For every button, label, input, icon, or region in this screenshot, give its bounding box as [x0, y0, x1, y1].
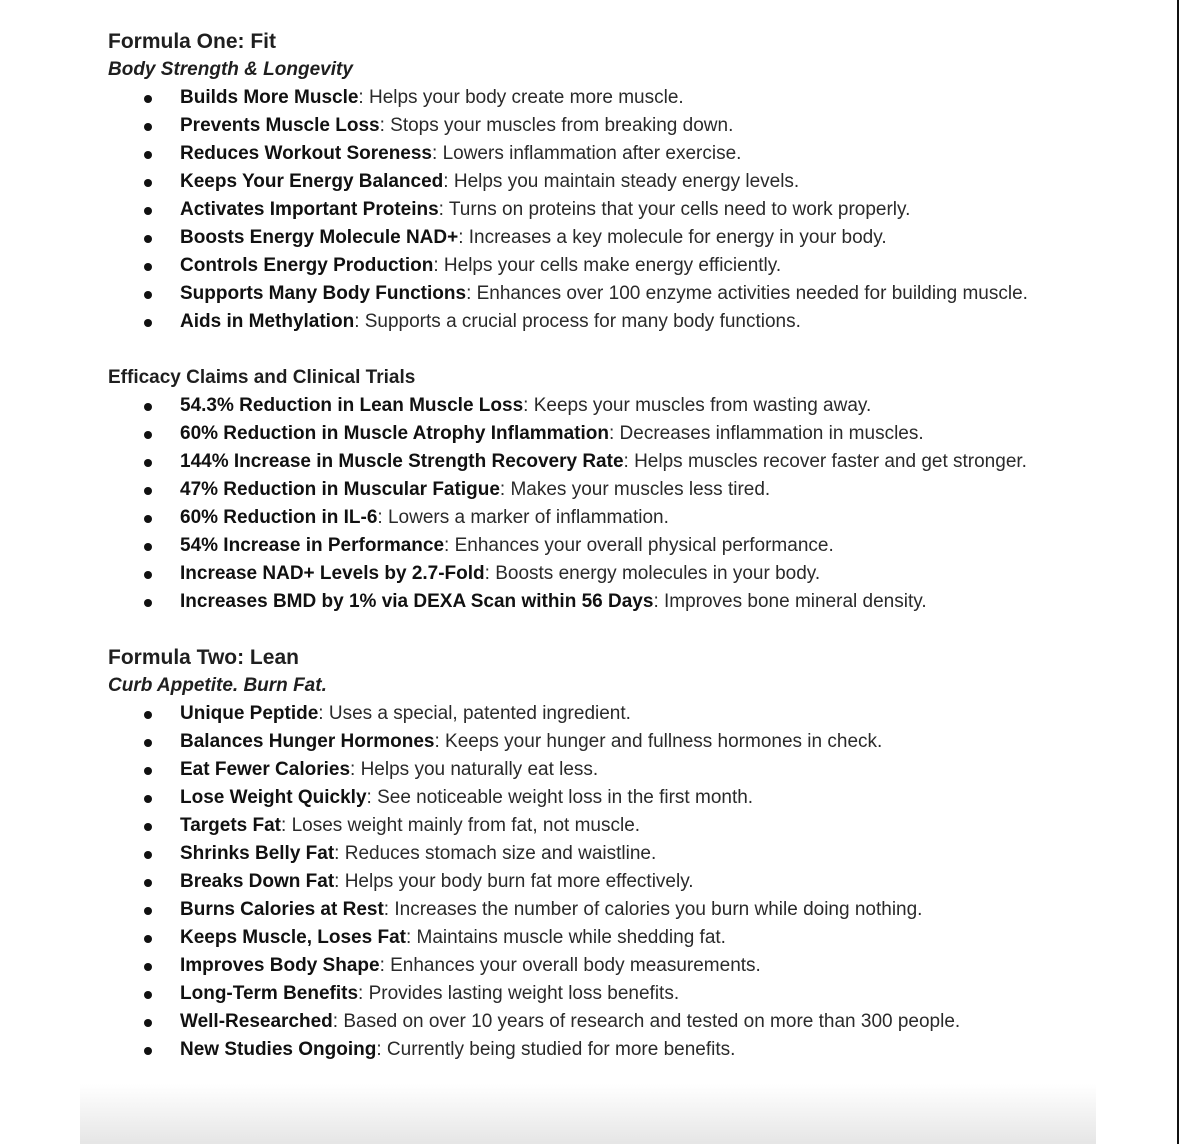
item-description: : Decreases inflammation in muscles.	[608, 423, 924, 444]
item-term: Supports Many Body Functions	[180, 283, 467, 304]
list-item	[108, 84, 1070, 112]
list-item	[108, 588, 1070, 616]
formula-one-section	[108, 28, 1068, 336]
item-term: Boosts Energy Molecule NAD+	[180, 227, 459, 248]
list-item	[108, 840, 1070, 868]
list-item	[108, 112, 1070, 140]
bullet-icon	[144, 907, 152, 915]
item-description: : Uses a special, patented ingredient.	[318, 703, 631, 724]
item-term: Lose Weight Quickly	[180, 787, 367, 808]
item-description: : Reduces stomach size and waistline.	[334, 843, 657, 864]
item-term: Balances Hunger Hormones	[180, 731, 435, 752]
bullet-icon	[144, 95, 152, 103]
formula-two-list	[108, 700, 1068, 1064]
item-term: New Studies Ongoing	[180, 1039, 377, 1060]
item-term: Increase NAD+ Levels by 2.7-Fold	[180, 563, 485, 584]
item-description: : Helps muscles recover faster and get stronger.	[623, 451, 1027, 472]
item-description: : Enhances over 100 enzyme activities needed for building muscle.	[466, 283, 1028, 304]
list-item	[108, 924, 1070, 952]
formula-one-list	[108, 84, 1068, 336]
bullet-icon	[144, 1047, 152, 1055]
list-item	[108, 476, 1070, 504]
item-term: Unique Peptide	[180, 703, 319, 724]
bullet-icon	[144, 207, 152, 215]
item-description: : Helps your cells make energy efficiently.	[433, 255, 782, 276]
item-description: : Keeps your muscles from wasting away.	[523, 395, 872, 416]
list-item	[108, 1008, 1070, 1036]
list-item	[108, 504, 1070, 532]
list-item	[108, 1036, 1070, 1064]
bullet-icon	[144, 263, 152, 271]
list-item	[108, 728, 1070, 756]
item-description: : Keeps your hunger and fullness hormones in check.	[434, 731, 883, 752]
item-term: Keeps Your Energy Balanced	[180, 171, 444, 192]
item-description: : Provides lasting weight loss benefits.	[358, 983, 680, 1004]
formula-one-subtitle: Body Strength & Longevity	[108, 59, 353, 80]
bullet-icon	[144, 515, 152, 523]
list-item	[108, 868, 1070, 896]
formula-two-title: Formula Two: Lean	[108, 646, 299, 669]
spacer	[108, 336, 1068, 364]
item-term: Activates Important Proteins	[180, 199, 439, 220]
list-item	[108, 896, 1070, 924]
item-description: : Turns on proteins that your cells need to work properly.	[438, 199, 911, 220]
bullet-icon	[144, 739, 152, 747]
item-term: Reduces Workout Soreness	[180, 143, 433, 164]
list-item	[108, 784, 1070, 812]
bullet-icon	[144, 291, 152, 299]
bullet-icon	[144, 935, 152, 943]
bullet-icon	[144, 823, 152, 831]
item-description: : Enhances your overall body measurements.	[379, 955, 761, 976]
list-item	[108, 224, 1070, 252]
bullet-icon	[144, 543, 152, 551]
list-item	[108, 812, 1070, 840]
bullet-icon	[144, 795, 152, 803]
bullet-icon	[144, 963, 152, 971]
item-term: 60% Reduction in Muscle Atrophy Inflammation	[180, 423, 609, 444]
item-term: Prevents Muscle Loss	[180, 115, 380, 136]
item-description: : Increases the number of calories you burn while doing nothing.	[383, 899, 923, 920]
item-term: 60% Reduction in IL-6	[180, 507, 378, 528]
efficacy-section	[108, 364, 1068, 616]
bullet-icon	[144, 599, 152, 607]
bullet-icon	[144, 991, 152, 999]
item-term: 54% Increase in Performance	[180, 535, 445, 556]
list-item	[108, 392, 1070, 420]
list-item	[108, 532, 1070, 560]
item-description: : Supports a crucial process for many body functions.	[354, 311, 801, 332]
list-item	[108, 756, 1070, 784]
bullet-icon	[144, 459, 152, 467]
item-description: : Enhances your overall physical performance.	[444, 535, 834, 556]
bullet-icon	[144, 151, 152, 159]
item-term: Improves Body Shape	[180, 955, 380, 976]
item-term: 47% Reduction in Muscular Fatigue	[180, 479, 500, 500]
item-description: : Helps you maintain steady energy levels.	[443, 171, 800, 192]
formula-one-title: Formula One: Fit	[108, 30, 276, 53]
item-term: 54.3% Reduction in Lean Muscle Loss	[180, 395, 524, 416]
list-item	[108, 168, 1070, 196]
formula-two-section	[108, 644, 1068, 1064]
item-description: : Based on over 10 years of research and tested on more than 300 people.	[332, 1011, 961, 1032]
item-description: : Helps your body burn fat more effectively.	[334, 871, 694, 892]
document-page	[108, 28, 1068, 1064]
list-item	[108, 420, 1070, 448]
bullet-icon	[144, 403, 152, 411]
item-term: Increases BMD by 1% via DEXA Scan within 56 Days	[180, 591, 654, 612]
efficacy-title: Efficacy Claims and Clinical Trials	[108, 367, 416, 388]
list-item	[108, 448, 1070, 476]
item-description: : Lowers inflammation after exercise.	[432, 143, 742, 164]
item-term: Shrinks Belly Fat	[180, 843, 335, 864]
list-item	[108, 196, 1070, 224]
item-term: Targets Fat	[180, 815, 282, 836]
item-term: Aids in Methylation	[180, 311, 355, 332]
item-term: Keeps Muscle, Loses Fat	[180, 927, 406, 948]
item-description: : Increases a key molecule for energy in your body.	[458, 227, 887, 248]
list-item	[108, 952, 1070, 980]
list-item	[108, 308, 1070, 336]
list-item	[108, 252, 1070, 280]
item-description: : Currently being studied for more benefits.	[376, 1039, 736, 1060]
item-description: : Lowers a marker of inflammation.	[377, 507, 669, 528]
formula-two-subtitle: Curb Appetite. Burn Fat.	[108, 675, 327, 696]
list-item	[108, 980, 1070, 1008]
item-description: : Improves bone mineral density.	[653, 591, 927, 612]
list-item	[108, 560, 1070, 588]
item-description: : Maintains muscle while shedding fat.	[405, 927, 726, 948]
item-term: Well-Researched	[180, 1011, 333, 1032]
bullet-icon	[144, 123, 152, 131]
list-item	[108, 280, 1070, 308]
bullet-icon	[144, 851, 152, 859]
list-item	[108, 700, 1070, 728]
bullet-icon	[144, 879, 152, 887]
item-description: : Boosts energy molecules in your body.	[484, 563, 821, 584]
item-description: : Makes your muscles less tired.	[499, 479, 771, 500]
list-item	[108, 140, 1070, 168]
item-description: : Stops your muscles from breaking down.	[379, 115, 734, 136]
bullet-icon	[144, 235, 152, 243]
item-description: : Helps your body create more muscle.	[358, 87, 684, 108]
item-term: Controls Energy Production	[180, 255, 434, 276]
page-bottom-shadow	[80, 1084, 1096, 1144]
item-description: : See noticeable weight loss in the first month.	[366, 787, 754, 808]
item-term: Eat Fewer Calories	[180, 759, 351, 780]
bullet-icon	[144, 711, 152, 719]
spacer	[108, 616, 1068, 644]
item-term: 144% Increase in Muscle Strength Recovery Rate	[180, 451, 624, 472]
bullet-icon	[144, 1019, 152, 1027]
efficacy-list	[108, 392, 1068, 616]
bullet-icon	[144, 487, 152, 495]
item-description: : Helps you naturally eat less.	[350, 759, 599, 780]
bullet-icon	[144, 571, 152, 579]
item-term: Breaks Down Fat	[180, 871, 335, 892]
bullet-icon	[144, 431, 152, 439]
bullet-icon	[144, 319, 152, 327]
item-term: Builds More Muscle	[180, 87, 359, 108]
item-description: : Loses weight mainly from fat, not muscle.	[281, 815, 641, 836]
item-term: Long-Term Benefits	[180, 983, 359, 1004]
item-term: Burns Calories at Rest	[180, 899, 384, 920]
bullet-icon	[144, 767, 152, 775]
bullet-icon	[144, 179, 152, 187]
